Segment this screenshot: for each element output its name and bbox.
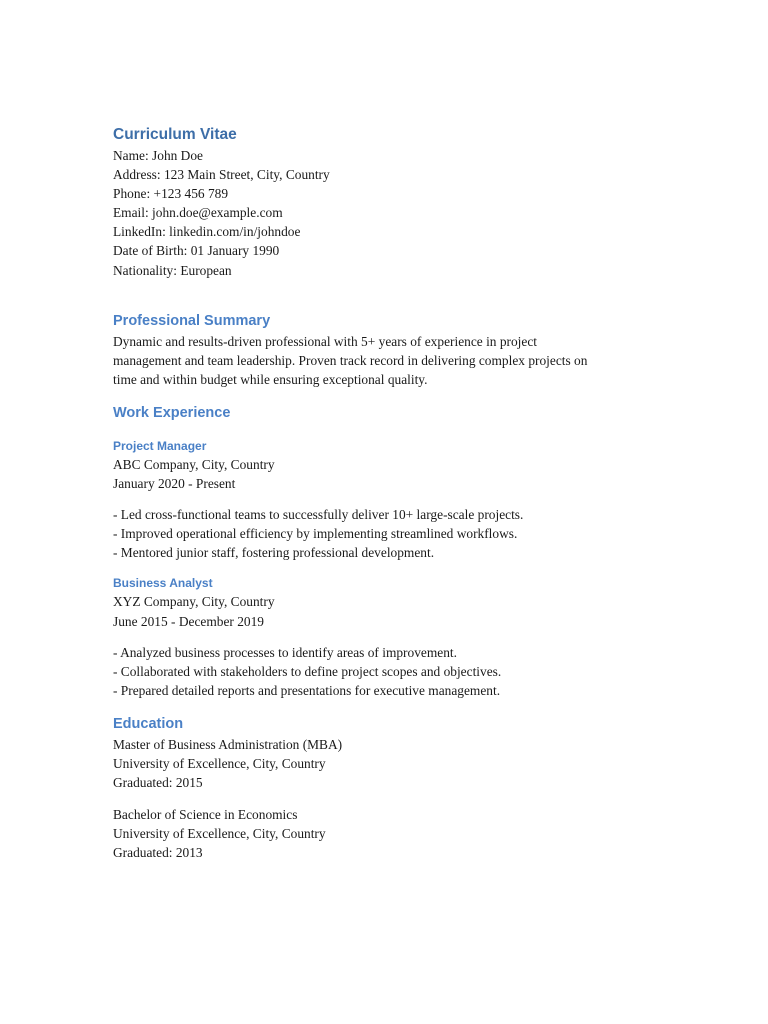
section-heading-summary: Professional Summary — [113, 312, 271, 329]
education-degree: Master of Business Administration (MBA) — [113, 736, 343, 752]
education-degree: Bachelor of Science in Economics — [113, 807, 298, 823]
job-bullet: - Prepared detailed reports and presentations for executive management. — [113, 682, 501, 698]
job-entry — [113, 574, 653, 699]
document-page — [113, 124, 653, 862]
job-bullet: - Analyzed business processes to identify areas of improvement. — [113, 644, 457, 660]
contact-name: Name: John Doe — [113, 148, 203, 163]
contact-phone: Phone: +123 456 789 — [113, 186, 229, 202]
job-title: Business Analyst — [113, 576, 213, 591]
job-bullet: - Collaborated with stakeholders to define project scopes and objectives. — [113, 663, 502, 679]
job-bullets — [113, 505, 653, 562]
job-bullet: - Mentored junior staff, fostering professional development. — [113, 545, 435, 561]
job-title: Project Manager — [113, 438, 207, 453]
contact-address: Address: 123 Main Street, City, Country — [113, 167, 330, 183]
job-dates: June 2015 - December 2019 — [113, 613, 264, 629]
contact-dob: Date of Birth: 01 January 1990 — [113, 243, 280, 259]
education-entry — [113, 735, 653, 792]
job-dates: January 2020 - Present — [113, 476, 236, 492]
summary-line: Dynamic and results-driven professional with 5+ years of experience in project — [113, 333, 538, 349]
job-bullets — [113, 643, 653, 700]
summary-paragraph — [113, 332, 653, 389]
education-school: University of Excellence, City, Country — [113, 755, 326, 771]
summary-line: time and within budget while ensuring exceptional quality. — [113, 371, 428, 387]
education-entry — [113, 805, 653, 862]
summary-line: management and team leadership. Proven track record in delivering complex projects on — [113, 352, 588, 368]
contact-nationality: Nationality: European — [113, 262, 232, 278]
education-graduated: Graduated: 2013 — [113, 845, 203, 861]
contact-linkedin: LinkedIn: linkedin.com/in/johndoe — [113, 224, 301, 240]
job-bullet: - Improved operational efficiency by implementing streamlined workflows. — [113, 526, 518, 542]
job-company: ABC Company, City, Country — [113, 456, 275, 472]
section-heading-work: Work Experience — [113, 404, 231, 421]
education-graduated: Graduated: 2015 — [113, 775, 203, 791]
job-company: XYZ Company, City, Country — [113, 594, 275, 610]
section-heading-education: Education — [113, 715, 184, 732]
job-bullet: - Led cross-functional teams to successfully deliver 10+ large-scale projects. — [113, 507, 524, 523]
contact-block — [113, 146, 653, 280]
document-title: Curriculum Vitae — [113, 126, 237, 143]
job-entry — [113, 437, 653, 562]
education-school: University of Excellence, City, Country — [113, 826, 326, 842]
contact-email: Email: john.doe@example.com — [113, 205, 283, 221]
